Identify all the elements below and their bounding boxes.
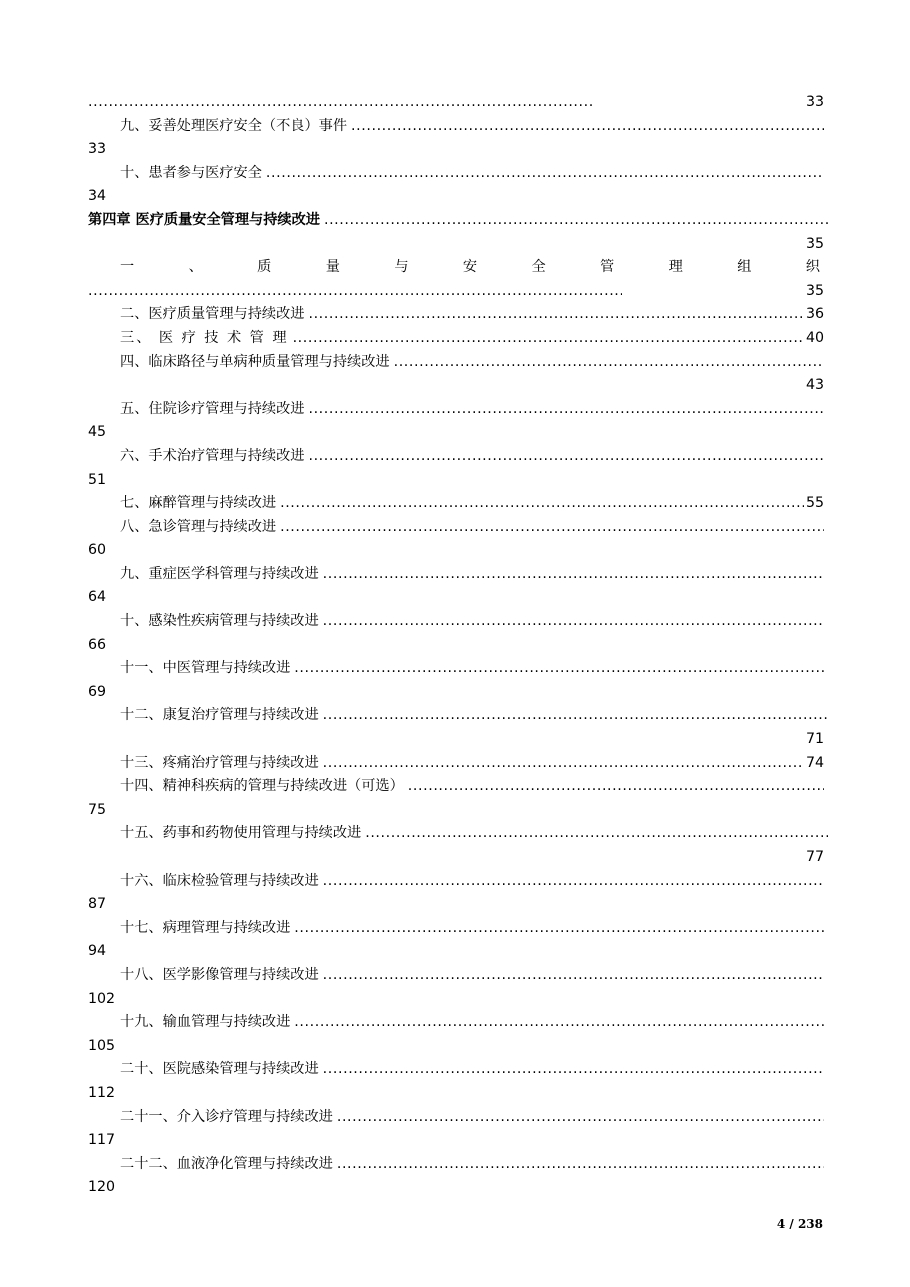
toc-entry-label: 七、麻醉管理与持续改进 — [120, 495, 277, 512]
toc-page-number: 77 — [805, 849, 824, 865]
toc-entry-label: 二十二、血液净化管理与持续改进 — [120, 1155, 333, 1172]
dot-leader — [293, 327, 804, 351]
toc-entry[interactable] — [88, 964, 824, 988]
dot-leader — [323, 610, 824, 634]
toc-entry-char: 量 — [325, 259, 340, 276]
dot-leader — [351, 115, 824, 139]
toc-entry-char: 组 — [737, 259, 752, 276]
toc-entry[interactable] — [88, 162, 824, 186]
toc-entry[interactable] — [88, 775, 824, 799]
dot-leader — [280, 516, 824, 540]
toc-entry[interactable] — [88, 657, 824, 681]
toc-page-number: 34 — [88, 188, 107, 205]
toc-page-number: 74 — [805, 754, 824, 771]
toc-entry-label: 十、感染性疾病管理与持续改进 — [120, 613, 319, 630]
dot-leader — [337, 1106, 824, 1130]
toc-entry-label: 十一、中医管理与持续改进 — [120, 660, 291, 677]
toc-entry-label: 十八、医学影像管理与持续改进 — [120, 966, 319, 983]
toc-entry[interactable] — [88, 398, 824, 422]
toc-entry-label: 六、手术治疗管理与持续改进 — [120, 447, 305, 464]
toc-page-number: 112 — [88, 1084, 116, 1101]
toc-page-number: 69 — [88, 683, 107, 700]
toc-page-number: 51 — [88, 471, 107, 488]
toc-entry[interactable] — [88, 610, 824, 634]
toc-page-number: 64 — [88, 589, 107, 606]
toc-entry[interactable] — [88, 917, 824, 941]
toc-entry-char: 安 — [462, 259, 478, 276]
toc-page-number: 66 — [88, 636, 107, 653]
toc-entry-label: 十九、输血管理与持续改进 — [120, 1014, 291, 1031]
toc-page-number: 33 — [805, 94, 824, 110]
dot-leader — [88, 91, 593, 115]
dot-leader — [294, 1011, 824, 1035]
toc-page-number: 33 — [88, 141, 107, 158]
toc-entry-char: 全 — [531, 259, 546, 276]
dot-leader — [266, 162, 824, 186]
dot-leader — [365, 822, 828, 846]
dot-leader — [308, 303, 803, 327]
toc-page-number: 36 — [805, 306, 824, 323]
chapter-title: 第四章 医疗质量安全管理与持续改进 — [88, 211, 320, 228]
toc-entry-label: 十二、康复治疗管理与持续改进 — [120, 707, 319, 724]
toc-entry[interactable] — [88, 516, 824, 540]
dot-leader — [324, 209, 828, 233]
toc-page-number: 60 — [88, 542, 107, 559]
toc-entry[interactable] — [88, 492, 824, 516]
toc-page-number: 120 — [88, 1179, 116, 1196]
dot-leader — [323, 752, 804, 776]
dot-leader — [323, 870, 824, 894]
dot-leader — [294, 917, 824, 941]
toc-entry-label: 十五、药事和药物使用管理与持续改进 — [120, 825, 362, 842]
dot-leader — [323, 563, 824, 587]
toc-entry-char: 织 — [805, 259, 820, 276]
toc-entry-char: 理 — [668, 259, 683, 276]
toc-page-number: 87 — [88, 896, 107, 913]
toc-entry-label: 十、患者参与医疗安全 — [120, 164, 262, 181]
toc-entry-label: 九、重症医学科管理与持续改进 — [120, 565, 319, 582]
toc-entry[interactable] — [88, 445, 824, 469]
toc-entry[interactable] — [88, 752, 824, 776]
toc-entry[interactable] — [88, 704, 824, 728]
toc-entry-char: 一 — [120, 259, 135, 276]
toc-entry-justified[interactable] — [88, 256, 824, 280]
toc-entry-char: 、 — [188, 259, 203, 276]
dot-leader — [308, 445, 824, 469]
toc-entry-label: 九、妥善处理医疗安全（不良）事件 — [120, 117, 348, 134]
dot-leader — [337, 1153, 824, 1177]
toc-page-number: 35 — [805, 282, 824, 299]
dot-leader — [88, 280, 622, 304]
toc-page-number: 55 — [805, 495, 824, 512]
toc-entry-label: 十三、疼痛治疗管理与持续改进 — [120, 754, 319, 771]
toc-entry-label: 十四、精神科疾病的管理与持续改进（可选） — [120, 778, 404, 795]
toc-entry[interactable] — [88, 327, 824, 351]
toc-page-number: 117 — [88, 1132, 116, 1149]
toc-page-number: 40 — [805, 329, 824, 346]
toc-entry-label: 五、住院诊疗管理与持续改进 — [120, 400, 305, 417]
toc-chapter-entry[interactable] — [88, 209, 824, 233]
toc-entry-char: 与 — [394, 259, 409, 276]
toc-entry[interactable] — [88, 1106, 824, 1130]
toc-entry[interactable] — [88, 351, 824, 375]
toc-page-number: 35 — [805, 235, 824, 252]
toc-entry-label: 八、急诊管理与持续改进 — [120, 518, 277, 535]
toc-page-number: 75 — [88, 801, 107, 818]
toc-entry-char: 管 — [600, 259, 615, 276]
dot-leader — [280, 492, 804, 516]
toc-page-number: 94 — [88, 943, 107, 960]
toc-entry-label: 二、医疗质量管理与持续改进 — [120, 306, 305, 323]
toc-page-number: 43 — [805, 377, 824, 394]
toc-entry-label: 十七、病理管理与持续改进 — [120, 919, 291, 936]
toc-page-number: 45 — [88, 424, 107, 441]
table-of-contents — [88, 91, 824, 1200]
toc-entry[interactable] — [88, 115, 824, 139]
toc-entry[interactable] — [88, 563, 824, 587]
toc-entry[interactable] — [88, 870, 824, 894]
toc-entry[interactable] — [88, 1058, 824, 1082]
toc-entry-label: 三、 医 疗 技 术 管 理 — [120, 329, 289, 346]
toc-page-number: 71 — [805, 731, 824, 748]
toc-line — [88, 91, 824, 115]
toc-entry-label: 二十一、介入诊疗管理与持续改进 — [120, 1108, 333, 1125]
toc-entry[interactable] — [88, 1011, 824, 1035]
toc-entry-label: 二十、医院感染管理与持续改进 — [120, 1061, 319, 1078]
toc-entry-label: 四、临床路径与单病种质量管理与持续改进 — [120, 353, 390, 370]
dot-leader — [323, 704, 828, 728]
dot-leader — [408, 775, 824, 799]
toc-entry-char: 质 — [257, 259, 272, 276]
toc-page-number: 105 — [88, 1037, 116, 1054]
dot-leader — [294, 657, 824, 681]
toc-entry[interactable] — [88, 1153, 824, 1177]
toc-entry[interactable] — [88, 303, 824, 327]
dot-leader — [308, 398, 824, 422]
toc-entry[interactable] — [88, 822, 824, 846]
toc-page-number: 102 — [88, 990, 116, 1007]
page-indicator: 4 / 238 — [776, 1217, 823, 1231]
dot-leader — [323, 964, 824, 988]
dot-leader — [394, 351, 824, 375]
dot-leader — [323, 1058, 824, 1082]
toc-entry-label: 十六、临床检验管理与持续改进 — [120, 872, 319, 889]
